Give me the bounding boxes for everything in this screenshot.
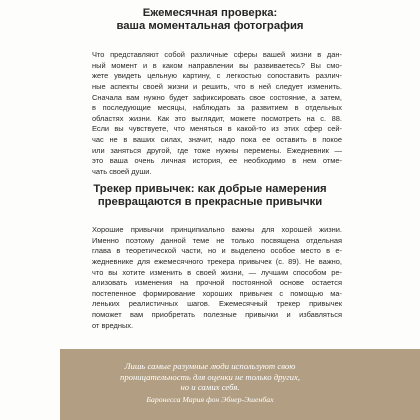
body-line: областях жизни. Как это выглядит, можете посмотреть на с. 88. bbox=[92, 113, 342, 123]
body-line: поможет вам приобретать полезные привычки и избавляться bbox=[92, 310, 342, 320]
quote-author: Баронесса Мария фон Эбнер-Эшенбах bbox=[146, 395, 274, 404]
body-line: что вы хотите изменить в своей жизни, — лучшим способом ре- bbox=[92, 267, 342, 277]
body-line: ные аспекты своей жизни и решить, что в ней следует изменить. bbox=[92, 81, 342, 91]
body-line: Хорошие привычки принципиально важны для хорошей жизни. bbox=[92, 225, 342, 234]
section-title-line: ваша моментальная фотография bbox=[116, 19, 304, 32]
body-line: чать своей души. bbox=[92, 167, 152, 177]
quote-line: Лишь самые разумные люди используют свою bbox=[124, 361, 296, 371]
body-line: от вредных. bbox=[92, 320, 134, 330]
body-line: постепенное формирование хороших привычек с помощью ма- bbox=[92, 288, 342, 298]
body-line: леньких реалистичных шагов. Ежемесячный трекер привычек bbox=[92, 299, 342, 309]
section-body-habit-tracker bbox=[92, 225, 342, 331]
body-line: Что представляют собой различные сферы вашей жизни в дан- bbox=[92, 50, 342, 59]
body-line: или заняться другой, где тоже нужны перемены. Ежедневник — bbox=[92, 145, 342, 155]
body-line: Именно поэтому данной теме не только посвящена отдельная bbox=[92, 235, 342, 245]
section-body-monthly-check bbox=[92, 50, 342, 178]
body-line: жете увидеть цельную картину, с легкостью сопоставить различ- bbox=[92, 71, 342, 81]
section-title-monthly-check bbox=[60, 7, 360, 32]
body-line: Если вы чувствуете, что меняться в какой-то из этих сфер сей- bbox=[92, 124, 342, 134]
body-line: жедневнике для ежемесячного трекера привычек (с. 89). Не важно, bbox=[92, 256, 342, 266]
body-line: в последующие месяцы, наблюдать за развитием в отдельных bbox=[92, 103, 342, 113]
body-line: ализовать изменения на прочной постоянной основе остается bbox=[92, 278, 342, 288]
quote-box bbox=[60, 349, 420, 420]
quote-text bbox=[60, 361, 360, 393]
quote-line: но и самих себя. bbox=[180, 382, 240, 393]
body-line: час не в ваших силах, значит, надо пока ее оставить в покое bbox=[92, 135, 342, 145]
body-line: это ваша очень личная история, ее необходимо в нем отме- bbox=[92, 156, 342, 166]
section-title-line: Ежемесячная проверка: bbox=[142, 7, 278, 19]
body-line: Сначала вам нужно будет зафиксировать свое состояние, а затем, bbox=[92, 92, 342, 102]
section-title-line: Трекер привычек: как добрые намерения bbox=[93, 183, 327, 195]
body-line: глава в теоретической части, но и выделено особое место в е- bbox=[92, 246, 342, 256]
quote-line: проницательность для оценки не только других, bbox=[119, 371, 301, 382]
body-line: ный момент и в каком направлении вы развиваетесь? Вы смо- bbox=[92, 60, 342, 70]
section-title-line: превращаются в прекрасные привычки bbox=[97, 195, 323, 208]
section-title-habit-tracker bbox=[60, 183, 360, 208]
